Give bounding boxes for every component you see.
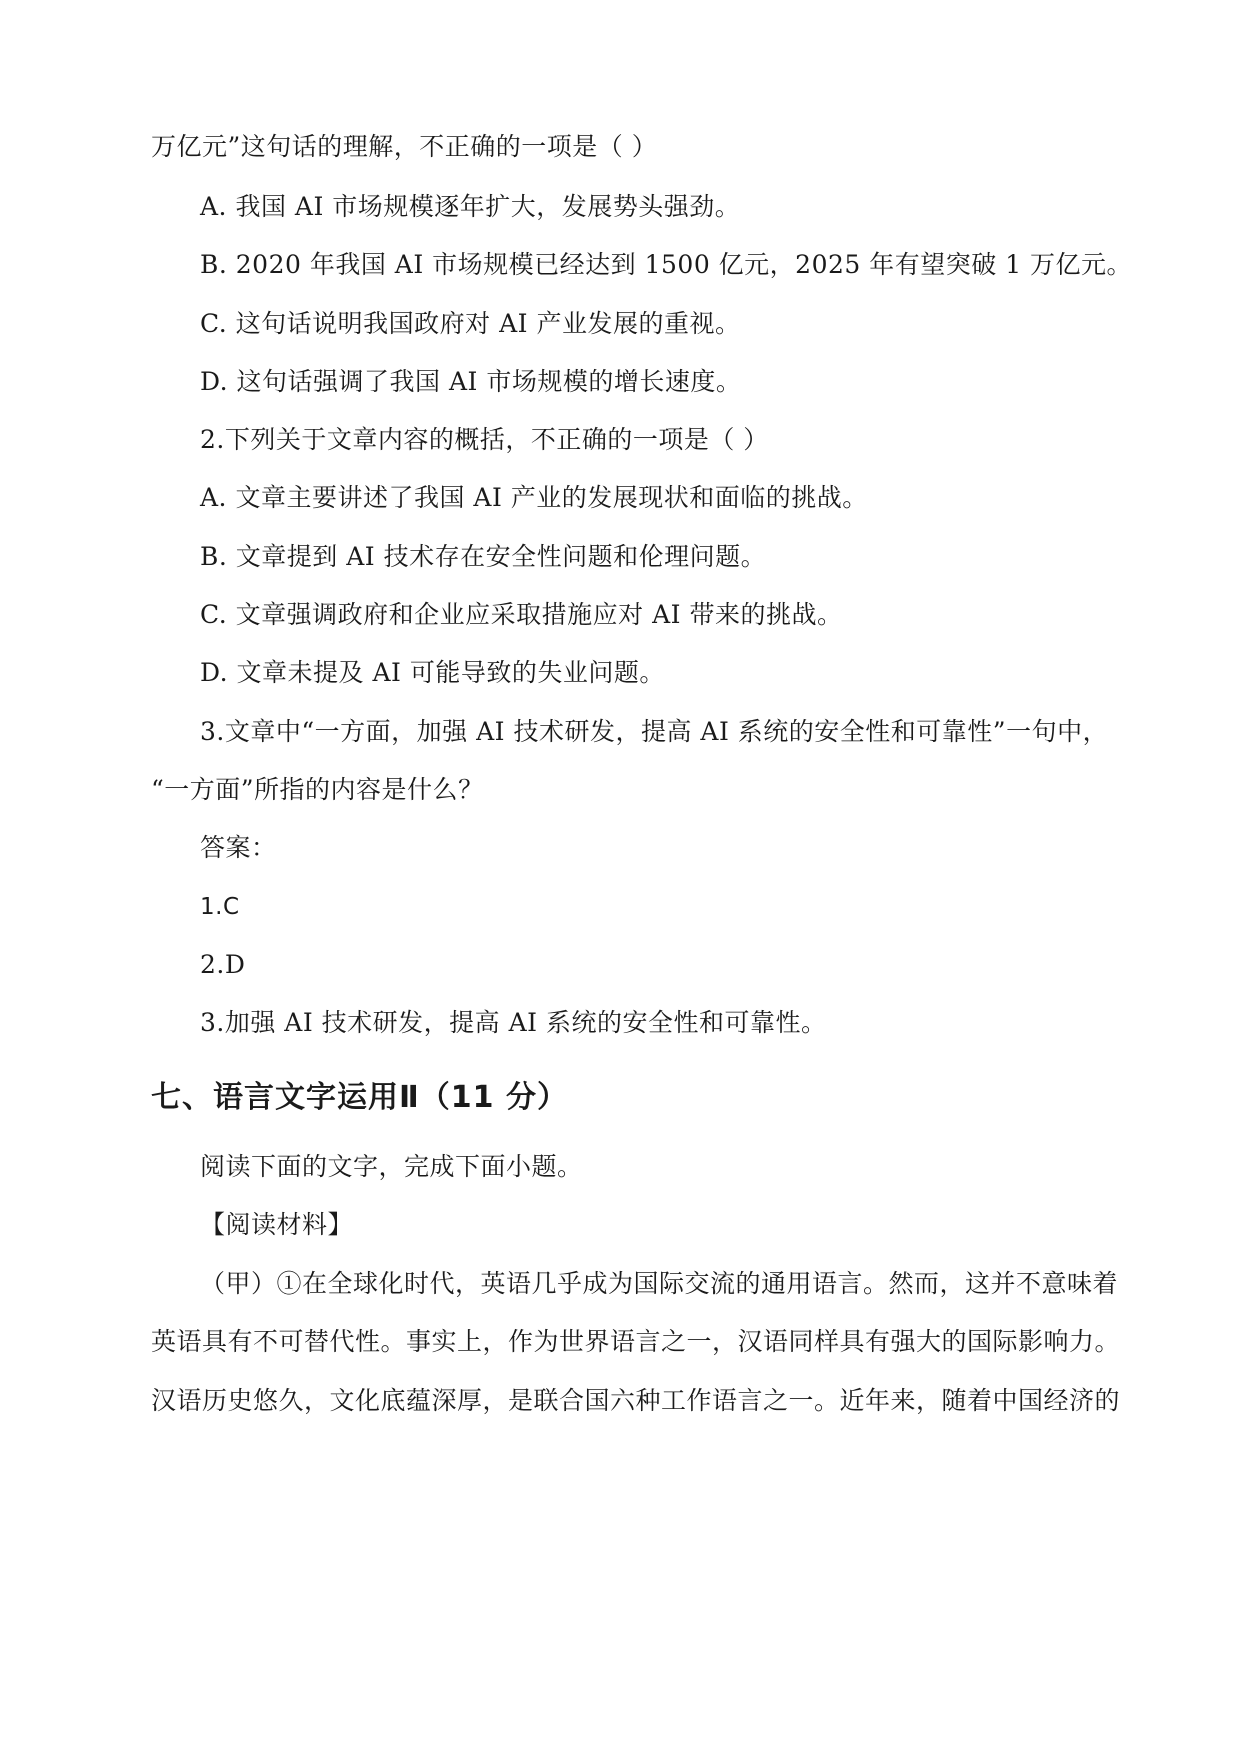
question-1-stem-tail: 万亿元”这句话的理解，不正确的一项是（ ） — [151, 132, 658, 161]
answer-2: 2.D — [200, 950, 246, 979]
reading-material-label: 【阅读材料】 — [200, 1210, 354, 1239]
passage-line-2: 英语具有不可替代性。事实上，作为世界语言之一，汉语同样具有强大的国际影响力。 — [151, 1327, 1121, 1356]
question-3-stem-line-2: “一方面”所指的内容是什么？ — [151, 775, 484, 804]
question-1-option-d: D. 这句话强调了我国 AI 市场规模的增长速度。 — [200, 367, 742, 396]
question-2-option-c: C. 文章强调政府和企业应采取措施应对 AI 带来的挑战。 — [200, 600, 843, 629]
question-1-option-a: A. 我国 AI 市场规模逐年扩大，发展势头强劲。 — [200, 192, 741, 221]
section-7-instruction: 阅读下面的文字，完成下面小题。 — [200, 1152, 583, 1181]
question-2-option-a: A. 文章主要讲述了我国 AI 产业的发展现状和面临的挑战。 — [200, 483, 868, 512]
question-3-stem-line-1: 3.文章中“一方面，加强 AI 技术研发，提高 AI 系统的安全性和可靠性”一句中， — [200, 717, 1109, 746]
question-2-option-d: D. 文章未提及 AI 可能导致的失业问题。 — [200, 658, 665, 687]
section-7-heading: 七、语言文字运用Ⅱ（11 分） — [151, 1080, 568, 1115]
answer-1: 1.C — [200, 894, 240, 920]
answers-label: 答案： — [200, 833, 277, 862]
passage-line-3: 汉语历史悠久，文化底蕴深厚，是联合国六种工作语言之一。近年来，随着中国经济的 — [151, 1386, 1121, 1415]
question-2-option-b: B. 文章提到 AI 技术存在安全性问题和伦理问题。 — [200, 542, 767, 571]
question-2-stem: 2.下列关于文章内容的概括，不正确的一项是（ ） — [200, 425, 769, 454]
answer-3: 3.加强 AI 技术研发，提高 AI 系统的安全性和可靠性。 — [200, 1008, 827, 1037]
question-1-option-b: B. 2020 年我国 AI 市场规模已经达到 1500 亿元，2025 年有望突破 1 万亿元。 — [200, 250, 1133, 279]
question-1-option-c: C. 这句话说明我国政府对 AI 产业发展的重视。 — [200, 309, 741, 338]
passage-line-1: （甲）①在全球化时代，英语几乎成为国际交流的通用语言。然而，这并不意味着 — [200, 1269, 1119, 1298]
